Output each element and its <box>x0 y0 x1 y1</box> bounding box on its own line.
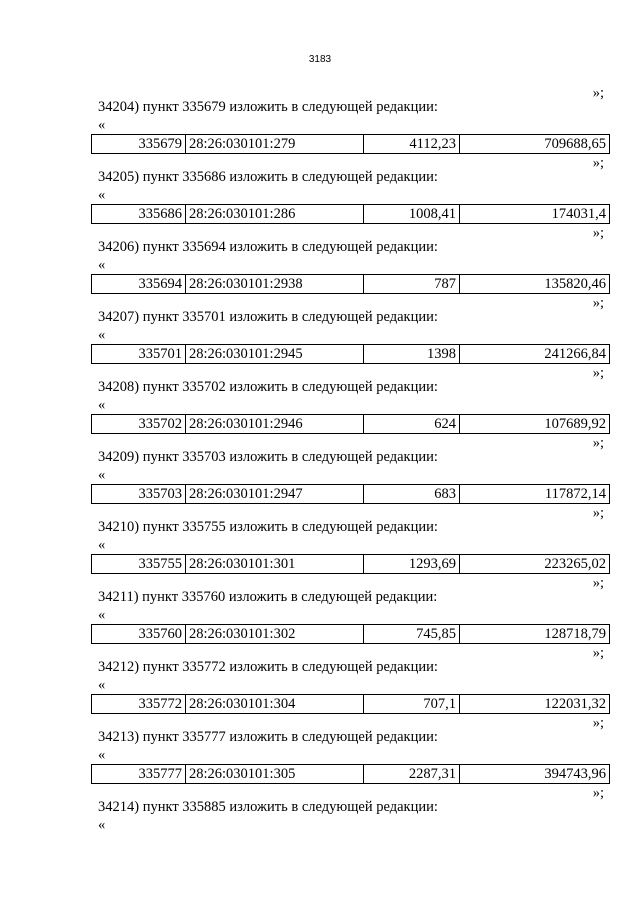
cadastral-number-cell: 28:26:030101:305 <box>186 765 364 784</box>
table-row <box>92 485 610 504</box>
table-row <box>92 345 610 364</box>
table-row <box>92 205 610 224</box>
cadastral-number-cell: 28:26:030101:2938 <box>186 275 364 294</box>
amendment-paragraph: 34214) пункт 335885 изложить в следующей редакции: <box>98 799 438 815</box>
closing-quote: »; <box>592 575 604 591</box>
cadastral-number-cell: 28:26:030101:2946 <box>186 415 364 434</box>
item-number-cell: 335772 <box>92 695 186 714</box>
item-number-cell: 335777 <box>92 765 186 784</box>
amendment-paragraph: 34204) пункт 335679 изложить в следующей редакции: <box>98 99 438 115</box>
item-number-cell: 335702 <box>92 415 186 434</box>
area-cell: 1293,69 <box>364 555 460 574</box>
cadastral-number-cell: 28:26:030101:301 <box>186 555 364 574</box>
amendment-paragraph: 34206) пункт 335694 изложить в следующей редакции: <box>98 239 438 255</box>
area-cell: 4112,23 <box>364 135 460 154</box>
closing-quote: »; <box>592 295 604 311</box>
amendment-paragraph: 34209) пункт 335703 изложить в следующей редакции: <box>98 449 438 465</box>
table-row <box>92 135 610 154</box>
table-row <box>92 625 610 644</box>
item-number-cell: 335679 <box>92 135 186 154</box>
opening-quote: « <box>98 327 106 343</box>
item-number-cell: 335755 <box>92 555 186 574</box>
opening-quote: « <box>98 817 106 833</box>
cadastral-number-cell: 28:26:030101:286 <box>186 205 364 224</box>
area-cell: 683 <box>364 485 460 504</box>
closing-quote: »; <box>592 225 604 241</box>
cadastral-number-cell: 28:26:030101:2947 <box>186 485 364 504</box>
amendment-paragraph: 34211) пункт 335760 изложить в следующей редакции: <box>98 589 438 605</box>
cadastral-number-cell: 28:26:030101:302 <box>186 625 364 644</box>
amendment-paragraph: 34208) пункт 335702 изложить в следующей редакции: <box>98 379 438 395</box>
parcel-table <box>91 344 610 364</box>
value-cell: 135820,46 <box>460 275 610 294</box>
closing-quote: »; <box>592 715 604 731</box>
amendment-paragraph: 34205) пункт 335686 изложить в следующей редакции: <box>98 169 438 185</box>
amendment-paragraph: 34212) пункт 335772 изложить в следующей редакции: <box>98 659 438 675</box>
area-cell: 1008,41 <box>364 205 460 224</box>
area-cell: 787 <box>364 275 460 294</box>
value-cell: 128718,79 <box>460 625 610 644</box>
item-number-cell: 335686 <box>92 205 186 224</box>
table-row <box>92 275 610 294</box>
closing-quote: »; <box>592 365 604 381</box>
area-cell: 1398 <box>364 345 460 364</box>
closing-quote: »; <box>592 85 604 101</box>
opening-quote: « <box>98 187 106 203</box>
closing-quote: »; <box>592 505 604 521</box>
area-cell: 745,85 <box>364 625 460 644</box>
closing-quote: »; <box>592 785 604 801</box>
amendment-paragraph: 34210) пункт 335755 изложить в следующей редакции: <box>98 519 438 535</box>
item-number-cell: 335701 <box>92 345 186 364</box>
item-number-cell: 335694 <box>92 275 186 294</box>
opening-quote: « <box>98 537 106 553</box>
amendment-paragraph: 34213) пункт 335777 изложить в следующей редакции: <box>98 729 438 745</box>
parcel-table <box>91 274 610 294</box>
table-row <box>92 555 610 574</box>
item-number-cell: 335760 <box>92 625 186 644</box>
parcel-table <box>91 414 610 434</box>
opening-quote: « <box>98 677 106 693</box>
opening-quote: « <box>98 397 106 413</box>
cadastral-number-cell: 28:26:030101:279 <box>186 135 364 154</box>
closing-quote: »; <box>592 155 604 171</box>
value-cell: 107689,92 <box>460 415 610 434</box>
item-number-cell: 335703 <box>92 485 186 504</box>
parcel-table <box>91 694 610 714</box>
cadastral-number-cell: 28:26:030101:2945 <box>186 345 364 364</box>
value-cell: 117872,14 <box>460 485 610 504</box>
area-cell: 624 <box>364 415 460 434</box>
page-number: 3183 <box>308 54 332 65</box>
parcel-table <box>91 204 610 224</box>
opening-quote: « <box>98 257 106 273</box>
value-cell: 394743,96 <box>460 765 610 784</box>
amendment-paragraph: 34207) пункт 335701 изложить в следующей редакции: <box>98 309 438 325</box>
value-cell: 223265,02 <box>460 555 610 574</box>
value-cell: 241266,84 <box>460 345 610 364</box>
value-cell: 174031,4 <box>460 205 610 224</box>
area-cell: 707,1 <box>364 695 460 714</box>
cadastral-number-cell: 28:26:030101:304 <box>186 695 364 714</box>
parcel-table <box>91 134 610 154</box>
parcel-table <box>91 624 610 644</box>
opening-quote: « <box>98 117 106 133</box>
closing-quote: »; <box>592 435 604 451</box>
value-cell: 709688,65 <box>460 135 610 154</box>
parcel-table <box>91 554 610 574</box>
opening-quote: « <box>98 467 106 483</box>
parcel-table <box>91 484 610 504</box>
opening-quote: « <box>98 747 106 763</box>
parcel-table <box>91 764 610 784</box>
opening-quote: « <box>98 607 106 623</box>
area-cell: 2287,31 <box>364 765 460 784</box>
value-cell: 122031,32 <box>460 695 610 714</box>
table-row <box>92 765 610 784</box>
table-row <box>92 695 610 714</box>
table-row <box>92 415 610 434</box>
closing-quote: »; <box>592 645 604 661</box>
